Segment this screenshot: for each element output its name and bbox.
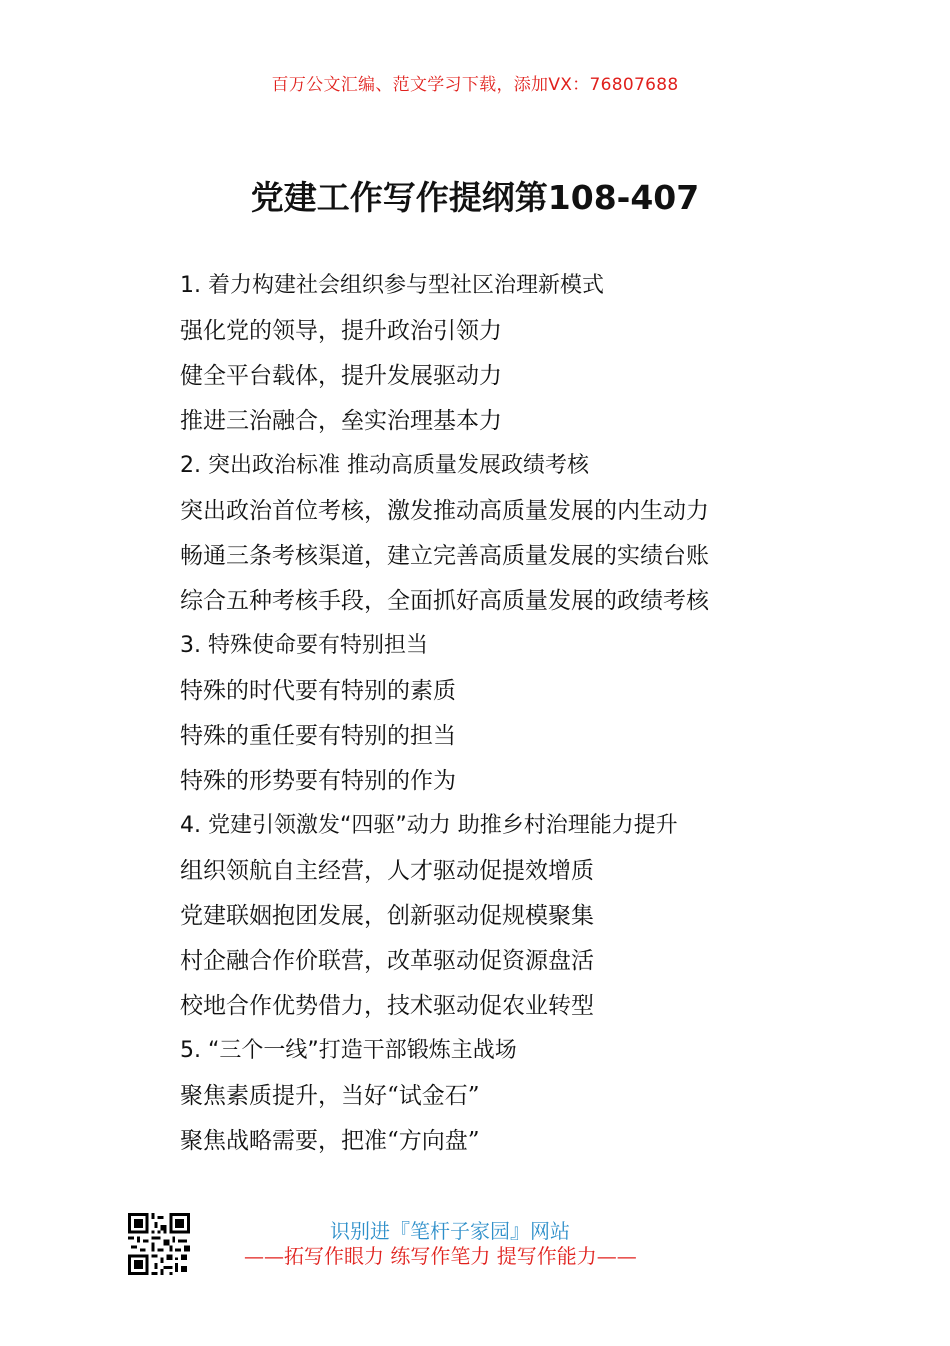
outline-heading: 1. 着力构建社会组织参与型社区治理新模式 <box>180 273 604 298</box>
outline-point: 推进三治融合，垒实治理基本力 <box>180 408 502 434</box>
qr-code-icon <box>128 1213 190 1275</box>
outline-point: 党建联姻抱团发展，创新驱动促规模聚集 <box>180 903 594 929</box>
outline-point: 特殊的时代要有特别的素质 <box>180 678 456 704</box>
outline-point: 特殊的重任要有特别的担当 <box>180 723 456 749</box>
document-title: 党建工作写作提纲第108-407 <box>250 178 700 217</box>
outline-heading: 2. 突出政治标准 推动高质量发展政绩考核 <box>180 453 589 478</box>
outline-point: 畅通三条考核渠道，建立完善高质量发展的实绩台账 <box>180 543 709 569</box>
outline-heading: 5. “三个一线”打造干部锻炼主战场 <box>180 1038 517 1063</box>
outline-point: 聚焦战略需要，把准“方向盘” <box>180 1128 480 1154</box>
outline-point: 特殊的形势要有特别的作为 <box>180 768 456 794</box>
outline-point: 突出政治首位考核，激发推动高质量发展的内生动力 <box>180 498 709 524</box>
outline-point: 强化党的领导，提升政治引领力 <box>180 318 502 344</box>
outline-point: 组织领航自主经营，人才驱动促提效增质 <box>180 858 594 884</box>
outline-point: 综合五种考核手段，全面抓好高质量发展的政绩考核 <box>180 588 709 614</box>
header-promo-note: 百万公文汇编、范文学习下载，添加VX：76807688 <box>271 75 679 95</box>
outline-heading: 4. 党建引领激发“四驱”动力 助推乡村治理能力提升 <box>180 813 678 838</box>
footer-site-link[interactable]: 识别进『笔杆子家园』网站 <box>330 1219 570 1243</box>
outline-heading: 3. 特殊使命要有特别担当 <box>180 633 428 658</box>
footer-slogan: ——拓写作眼力 练写作笔力 提写作能力—— <box>244 1244 637 1268</box>
outline-point: 校地合作优势借力，技术驱动促农业转型 <box>180 993 594 1019</box>
outline-list <box>180 266 860 1166</box>
outline-point: 健全平台载体，提升发展驱动力 <box>180 363 502 389</box>
outline-point: 村企融合作价联营，改革驱动促资源盘活 <box>180 948 594 974</box>
outline-point: 聚焦素质提升，当好“试金石” <box>180 1083 480 1109</box>
